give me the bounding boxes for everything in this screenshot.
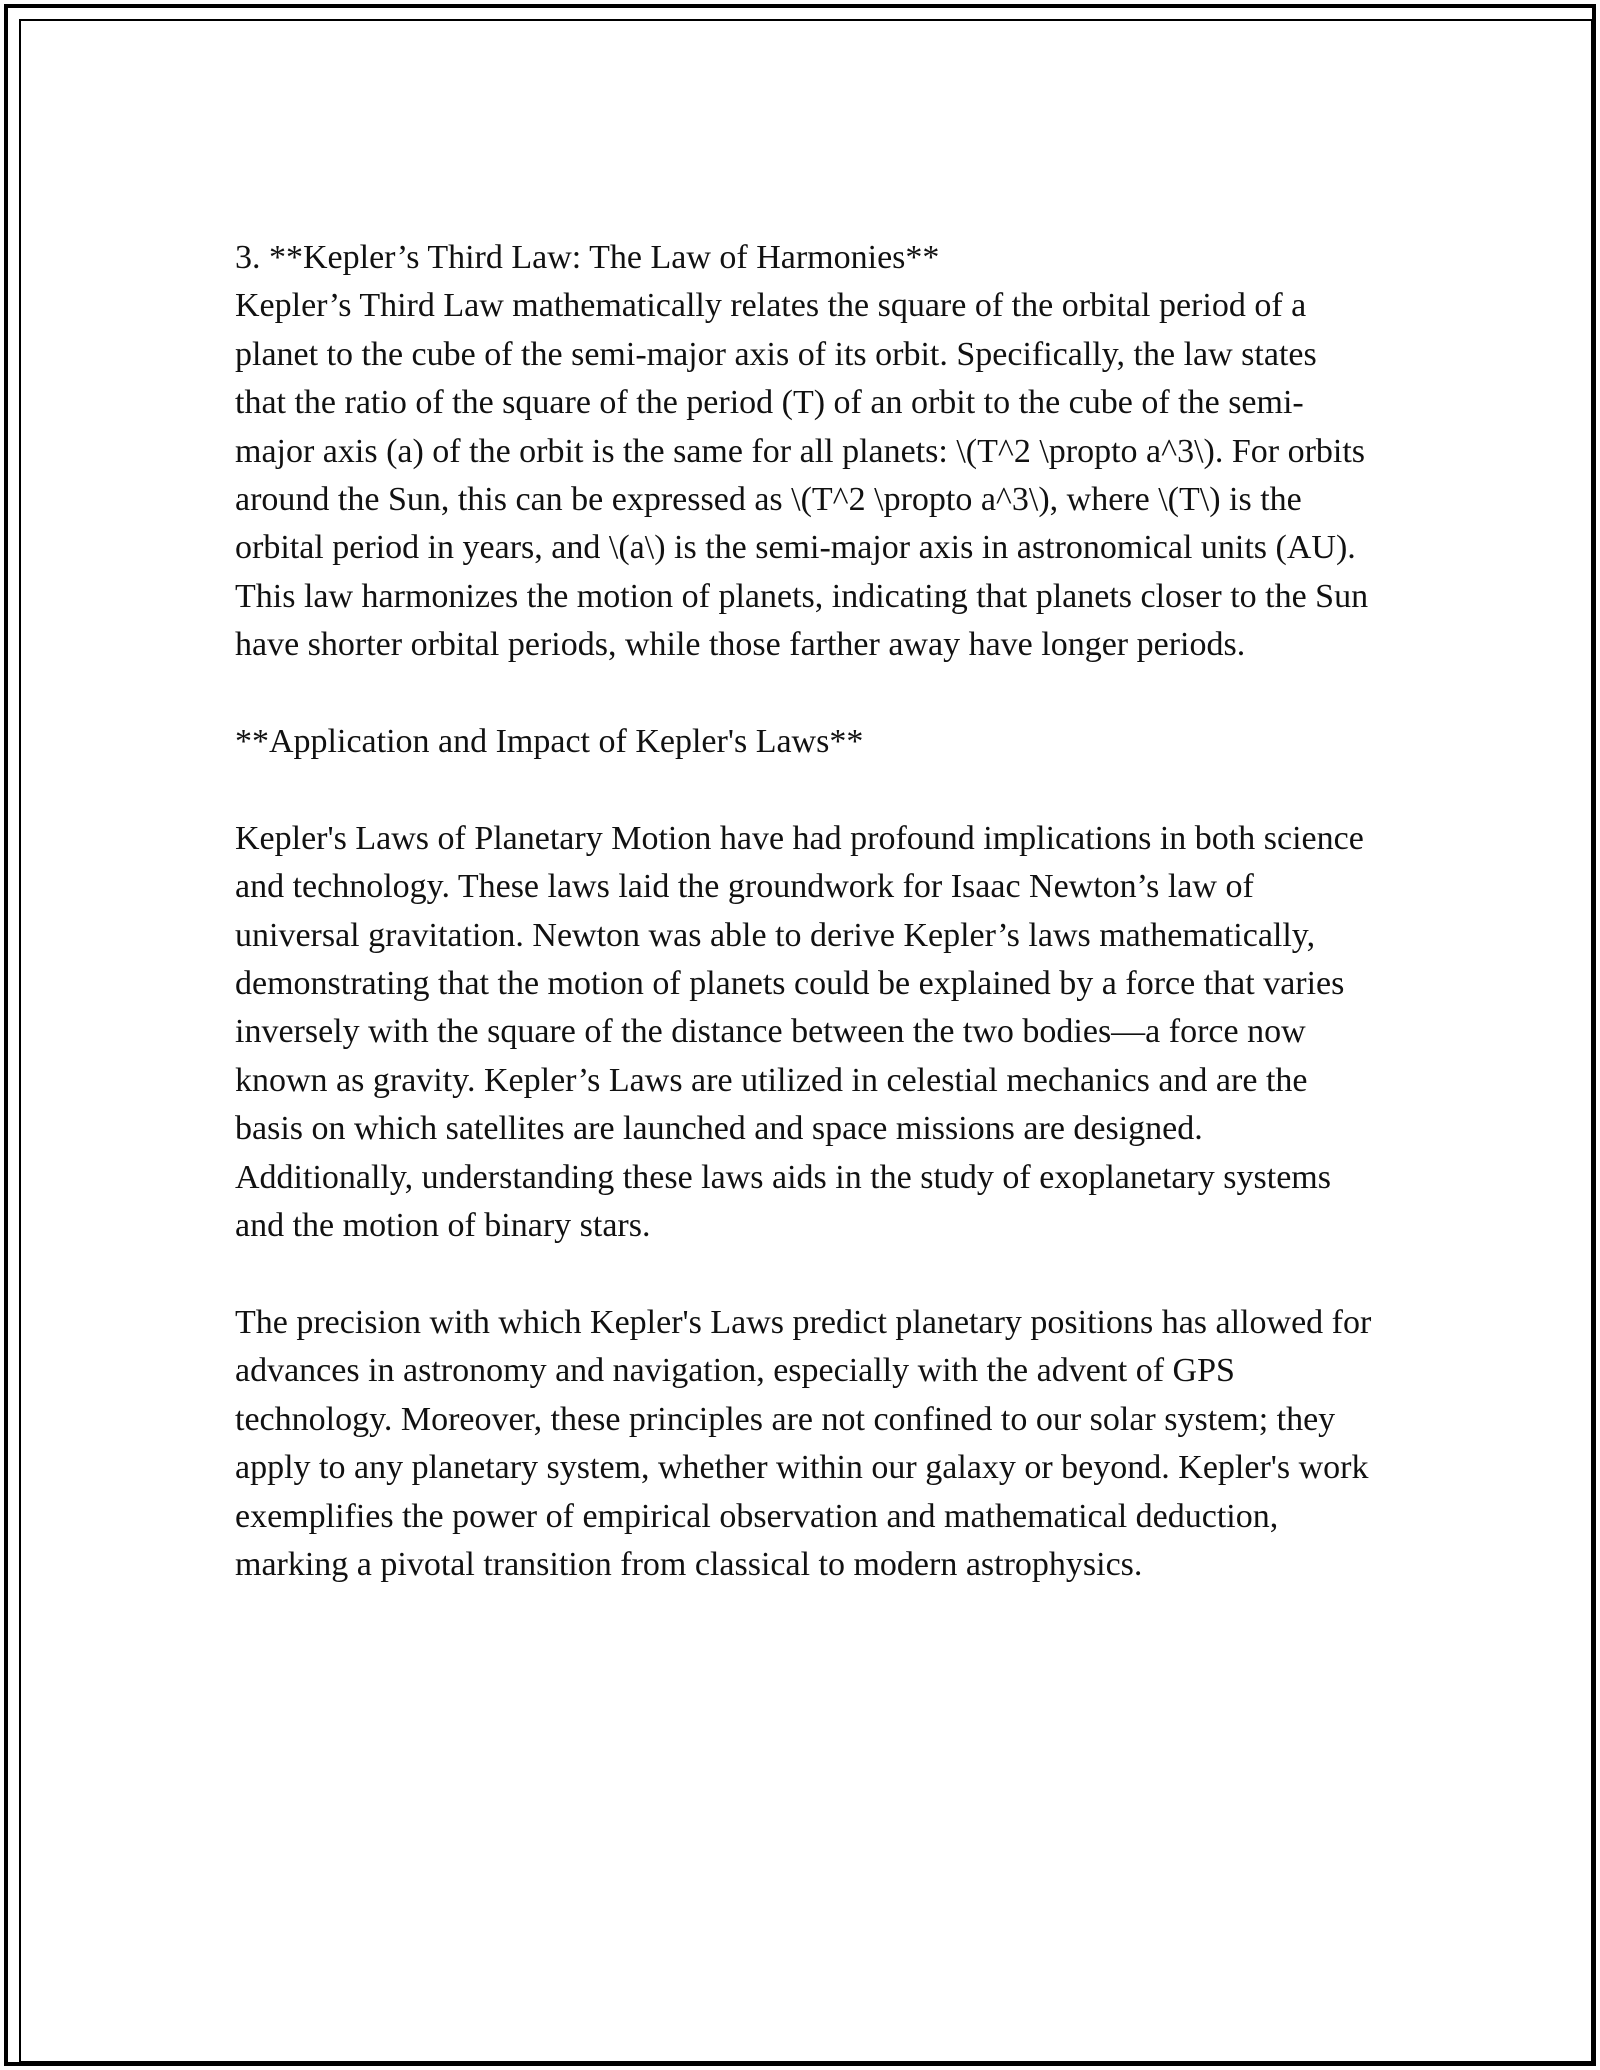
paragraph-gap xyxy=(235,766,1375,814)
paragraph-gap xyxy=(235,1251,1375,1299)
application-paragraph-1: Kepler's Laws of Planetary Motion have had profound implications in both science and technology. These laws laid the groundwork for Isaac Newton’s law of universal gravitation. Newton was able to derive Kepler’s laws mathematically, demonstrating that the motion of planets could be explained by a force that varies inversely with the square of the distance between the two bodies—a force now known as gravity. Kepler’s Laws are utilized in celestial mechanics and are the basis on which satellites are launched and space missions are designed. Additionally, understanding these laws aids in the study of exoplanetary systems and the motion of binary stars. xyxy=(235,819,1364,1245)
document-body xyxy=(235,234,1375,1589)
application-heading: **Application and Impact of Kepler's Laws** xyxy=(235,723,864,761)
third-law-heading: 3. **Kepler’s Third Law: The Law of Harmonies** xyxy=(235,239,940,276)
application-paragraph-2: The precision with which Kepler's Laws predict planetary positions has allowed for advances in astronomy and navigation, especially with the advent of GPS technology. Moreover, these principles are not confined to our solar system; they apply to any planetary system, whether within our galaxy or beyond. Kepler's work exemplifies the power of empirical observation and mathematical deduction, marking a pivotal transition from classical to modern astrophysics. xyxy=(235,1303,1372,1583)
paragraph-gap xyxy=(235,670,1375,718)
third-law-paragraph: Kepler’s Third Law mathematically relates the square of the orbital period of a planet to the cube of the semi-major axis of its orbit. Specifically, the law states that the ratio of the square of the period (T) of an orbit to the cube of the semi-major axis (a) of the orbit is the same for all planets: \(T^2 \propto a^3\). For orbits around the Sun, this can be expressed as \(T^2 \propto a^3\), where \(T\) is the orbital period in years, and \(a\) is the semi-major axis in astronomical units (AU). This law harmonizes the motion of planets, indicating that planets closer to the Sun have shorter orbital periods, while those farther away have longer periods. xyxy=(235,287,1369,664)
